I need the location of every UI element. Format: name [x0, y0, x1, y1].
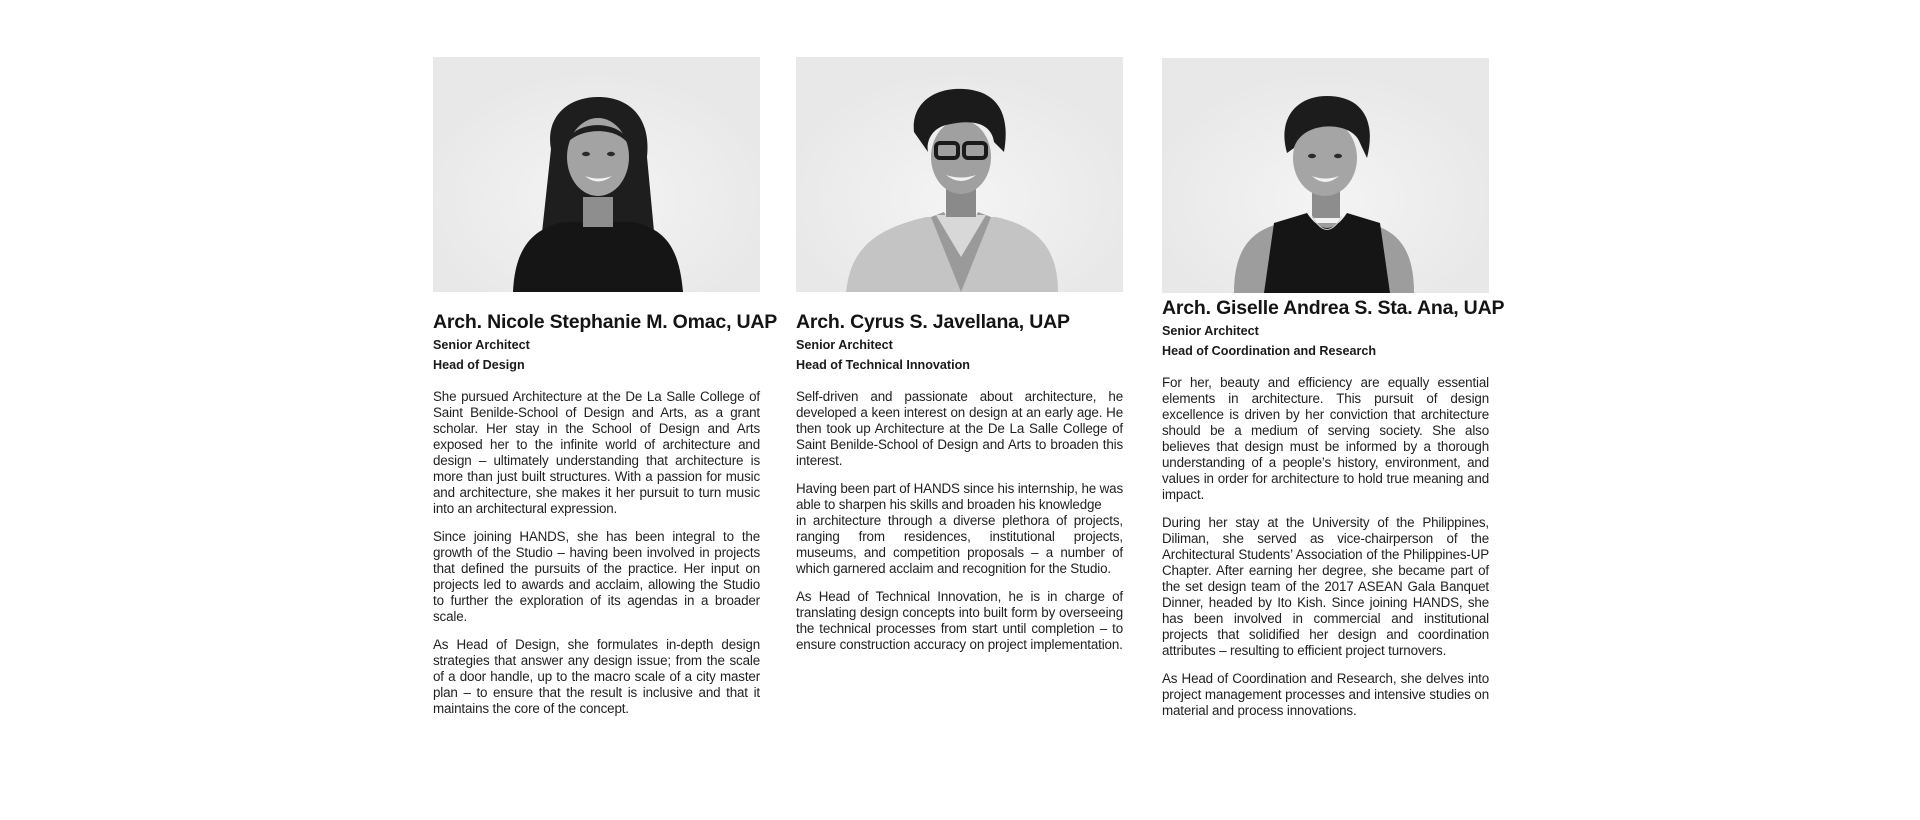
member-title: Senior Architect	[1162, 324, 1259, 338]
portrait-man-glasses-icon	[796, 57, 1123, 292]
member-bio	[796, 389, 1123, 653]
team-member-card	[796, 57, 1123, 653]
member-name: Arch. Cyrus S. Javellana, UAP	[796, 311, 1070, 333]
bio-paragraph: For her, beauty and efficiency are equally essential elements in architecture. This pursuit of design excellence is driven by her conviction that architecture should be a medium of serving society. She also believes that design must be informed by a thorough understanding of a people’s history, environment, and values in order for architecture to hold true meaning and impact.	[1162, 375, 1489, 502]
team-member-card	[1162, 58, 1505, 719]
bio-paragraph: Self-driven and passionate about architecture, he developed a keen interest on design at an early age. He then took up Architecture at the De La Salle College of Saint Benilde-School of Design and Arts to broaden this interest.	[796, 389, 1123, 468]
member-title: Senior Architect	[433, 338, 530, 352]
bio-paragraph: Having been part of HANDS since his internship, he was able to sharpen his skills and broaden his knowledge in architecture through a diverse plethora of projects, ranging from residences, institutional projects, museums, and competition proposals – a number of which garnered acclaim and recognition for the Studio.	[796, 481, 1123, 576]
portrait-photo	[433, 57, 760, 292]
member-title: Senior Architect	[796, 338, 893, 352]
portrait-woman-short-hair-icon	[1162, 58, 1489, 293]
bio-paragraph: Since joining HANDS, she has been integral to the growth of the Studio – having been involved in projects that defined the pursuits of the practice. Her input on projects led to awards and acclaim, allowing the Studio to further the exploration of its agendas in a broader scale.	[433, 529, 760, 624]
bio-paragraph: During her stay at the University of the Philippines, Diliman, she served as vice-chairperson of the Architectural Students’ Association of the Philippines-UP Chapter. After earning her degree, she became part of the set design team of the 2017 ASEAN Gala Banquet Dinner, headed by Ito Kish. Since joining HANDS, she has been involved in commercial and institutional projects that solidified her design and coordination attributes – resulting to efficient project turnovers.	[1162, 515, 1489, 658]
member-name: Arch. Giselle Andrea S. Sta. Ana, UAP	[1162, 297, 1505, 319]
member-role: Head of Coordination and Research	[1162, 344, 1377, 358]
bio-paragraph: She pursued Architecture at the De La Salle College of Saint Benilde-School of Design and Arts, as a grant scholar. Her stay in the School of Design and Arts exposed her to the infinite world of architecture and design – ultimately understanding that architecture is more than just built structures. With a passion for music and architecture, she makes it her pursuit to turn music into an architectural expression.	[433, 389, 760, 516]
member-name: Arch. Nicole Stephanie M. Omac, UAP	[433, 311, 778, 333]
portrait-photo	[1162, 58, 1489, 293]
portrait-woman-long-hair-icon	[433, 57, 760, 292]
member-bio	[433, 389, 760, 717]
bio-paragraph: As Head of Coordination and Research, she delves into project management processes and intensive studies on material and process innovations.	[1162, 671, 1489, 718]
member-bio	[1162, 375, 1489, 719]
member-role: Head of Design	[433, 358, 525, 372]
team-member-card	[433, 57, 778, 717]
bio-paragraph: As Head of Technical Innovation, he is in charge of translating design concepts into built form by overseeing the technical processes from start until completion – to ensure construction accuracy on project implementation.	[796, 589, 1123, 652]
portrait-photo	[796, 57, 1123, 292]
bio-paragraph: As Head of Design, she formulates in-depth design strategies that answer any design issue; from the scale of a door handle, up to the macro scale of a city master plan – to ensure that the result is inclusive and that it maintains the core of the concept.	[433, 637, 760, 716]
member-role: Head of Technical Innovation	[796, 358, 970, 372]
